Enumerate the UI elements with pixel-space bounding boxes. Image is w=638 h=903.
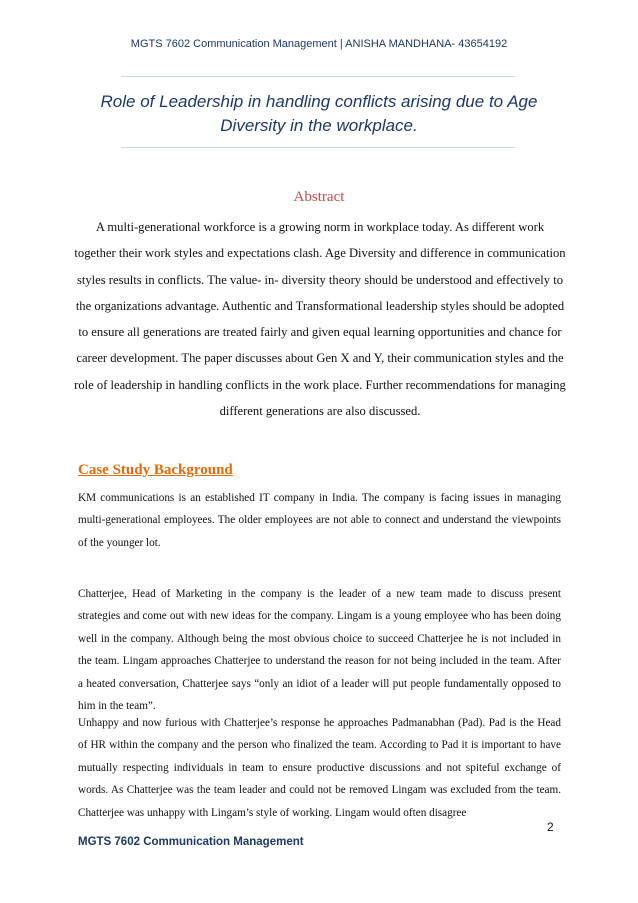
running-footer: MGTS 7602 Communication Management [78,836,304,848]
document-title: Role of Leadership in handling conflicts arising due to Age Diversity in the workplace. [100,92,538,135]
title-bottom-rule [121,147,515,148]
case-study-paragraph-3: Unhappy and now furious with Chatterjee’s response he approaches Padmanabhan (Pad). Pad is the Head of HR within the company and the person who finalized the team. According to Pad it is important to have mutually respecting individuals in team to ensure productive discussions and not spiteful exchange of words. As Chatterjee was the team leader and could not be removed Lingam was excluded from the team. Chatterjee was unhappy with Lingam’s style of working. Lingam would often disagree [78,717,561,819]
case-study-heading: Case Study Background [78,462,233,478]
page-number: 2 [547,820,554,834]
title-top-rule [121,76,515,77]
case-study-paragraph-1: KM communications is an established IT company in India. The company is facing issues in managing multi-generational employees. The older employees are not able to connect and understand the viewpoints of the younger lot. [78,492,561,549]
abstract-heading: Abstract [293,189,345,205]
abstract-body: A multi-generational workforce is a growing norm in workplace today. As different work together their work styles and expectations clash. Age Diversity and difference in communication styles results in conflicts. The value- in- diversity theory should be understood and effectively to the organizations advantage. Authentic and Transformational leadership styles should be adopted to ensure all generations are treated fairly and given equal learning opportunities and chance for career development. The paper discusses about Gen X and Y, their communication styles and the role of leadership in handling conflicts in the work place. Further recommendations for managing different generations are also discussed. [74,220,566,419]
case-study-paragraph-2: Chatterjee, Head of Marketing in the company is the leader of a new team made to discuss present strategies and come out with new ideas for the company. Lingam is a young employee who has been doing well in the company. Although being the most obvious choice to succeed Chatterjee he is not included in the team. Lingam approaches Chatterjee to understand the reason for not being included in the team. After a heated conversation, Chatterjee says “only an idiot of a leader will put people fundamentally opposed to him in the team”. [78,588,561,713]
running-header: MGTS 7602 Communication Management | ANISHA MANDHANA- 43654192 [130,38,508,50]
